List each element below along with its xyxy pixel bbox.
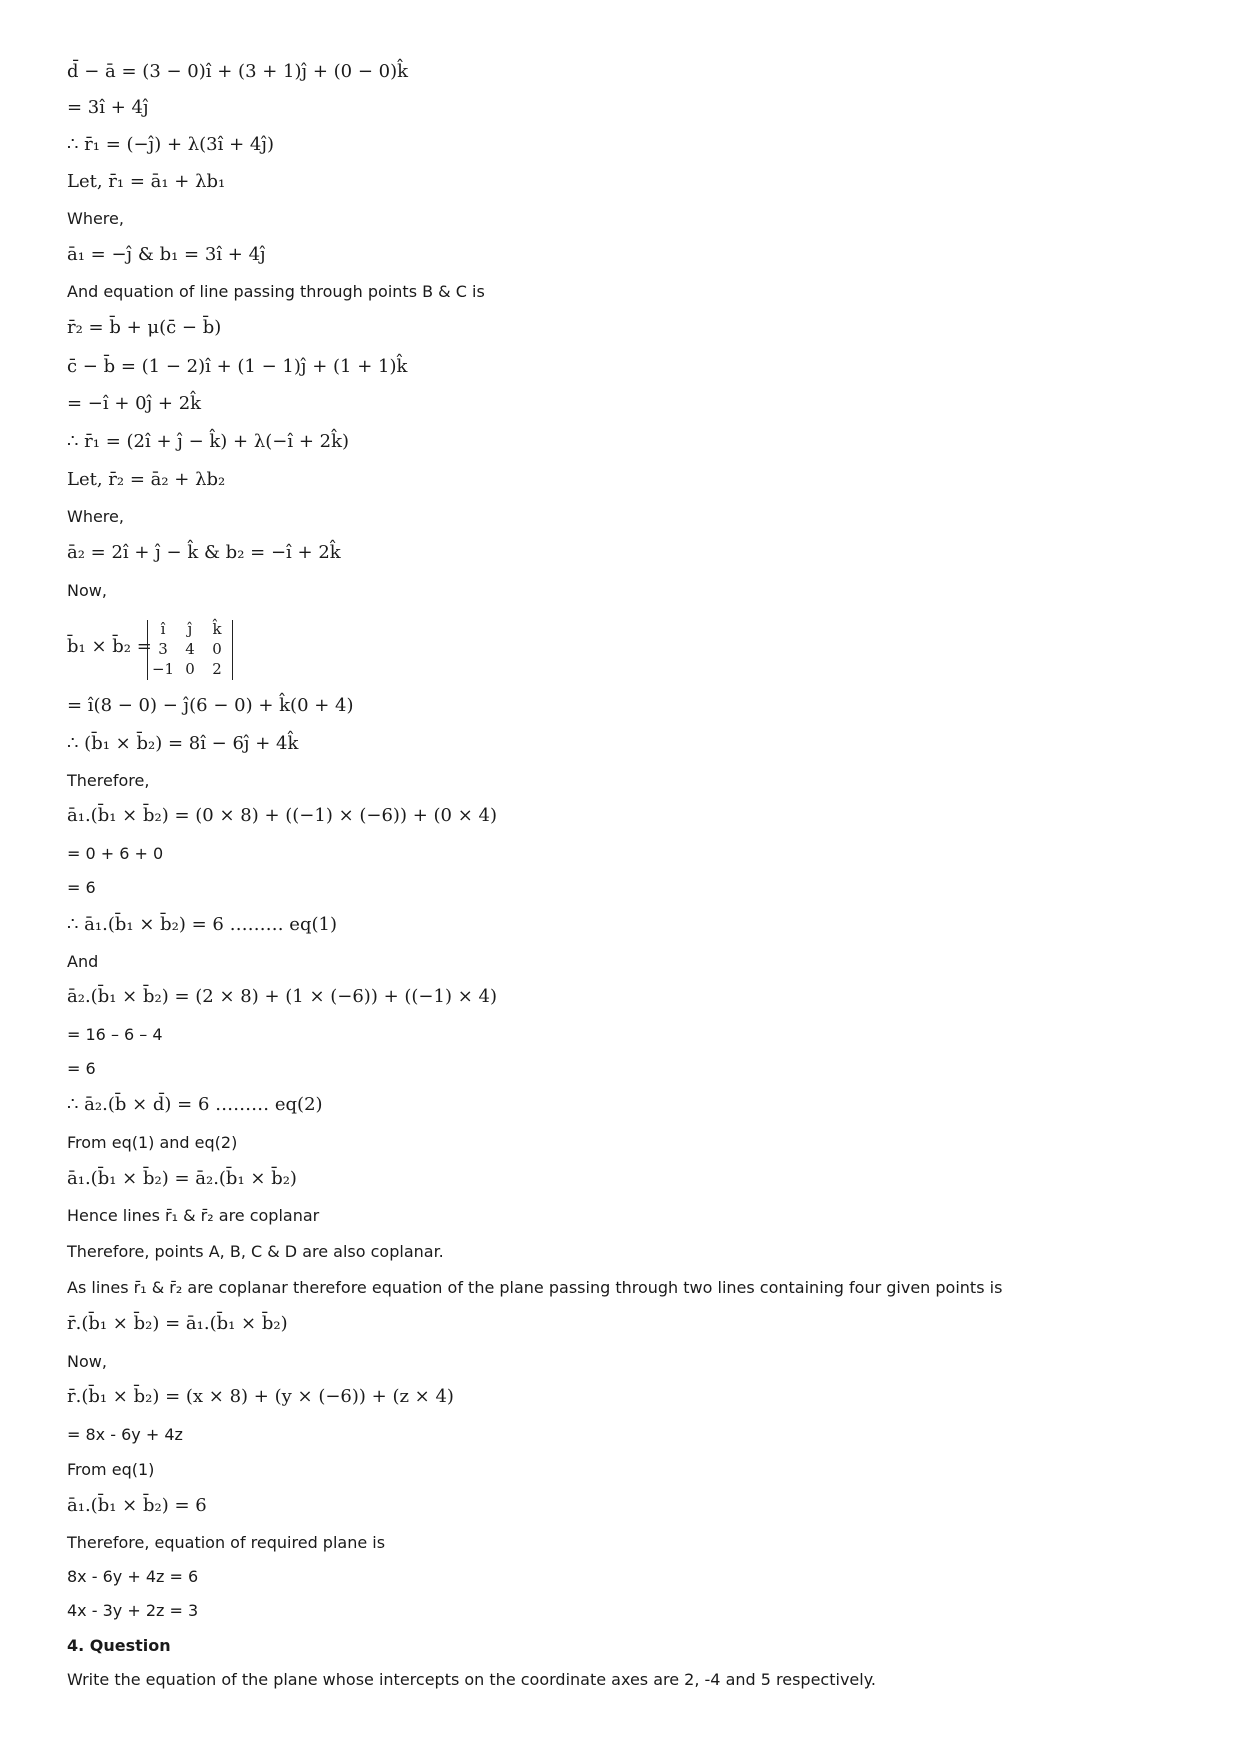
determinant-matrix [147,620,233,680]
text-line: Now, [67,581,107,600]
matrix-cell: 0 [185,660,195,678]
equation-line: ā₁.(b̄₁ × b̄₂) = ā₂.(b̄₁ × b̄₂) [67,1168,297,1189]
equation-line: Let, r̄₂ = ā₂ + λb₂ [67,469,226,490]
equation-line: ā₁ = −ĵ & b₁ = 3î + 4ĵ [67,244,266,265]
matrix-cell: î [160,620,166,638]
equation-line: ā₂.(b̄₁ × b̄₂) = (2 × 8) + (1 × (−6)) + ((−1) × 4) [67,986,497,1007]
matrix-cell: 2 [212,660,222,678]
equation-line: r̄₂ = b̄ + μ(c̄ − b̄) [67,317,222,338]
text-line: 8x - 6y + 4z = 6 [67,1567,199,1586]
equation-line: ∴ r̄₁ = (2î + ĵ − k̂) + λ(−î + 2k̂) [67,431,350,452]
matrix-cell: 4 [185,640,195,658]
equation-line: d̄ − ā = (3 − 0)î + (3 + 1)ĵ + (0 − 0)k̂ [67,61,409,82]
text-line: From eq(1) [67,1460,155,1479]
text-line: From eq(1) and eq(2) [67,1133,238,1152]
text-line: Therefore, equation of required plane is [67,1533,386,1552]
text-line: 4x - 3y + 2z = 3 [67,1601,199,1620]
equation-line: ∴ (b̄₁ × b̄₂) = 8î − 6ĵ + 4k̂ [67,733,299,754]
text-line: And equation of line passing through points B & C is [67,282,485,301]
equation-line: ā₁.(b̄₁ × b̄₂) = (0 × 8) + ((−1) × (−6)) + (0 × 4) [67,805,497,826]
equation-line: ∴ ā₂.(b̄ × d̄) = 6 ……… eq(2) [67,1094,323,1115]
text-line: = 6 [67,878,96,897]
question-text: Write the equation of the plane whose intercepts on the coordinate axes are 2, -4 and 5 respectively. [67,1670,876,1689]
text-line: And [67,952,99,971]
equation-line: ā₁.(b̄₁ × b̄₂) = 6 [67,1495,207,1516]
equation-line: = 3î + 4ĵ [67,97,149,118]
text-line: As lines r̄₁ & r̄₂ are coplanar therefore equation of the plane passing through two lines containing four given points is [67,1278,1003,1297]
determinant [67,620,267,682]
text-line: = 16 – 6 – 4 [67,1025,163,1044]
equation-line: ∴ r̄₁ = (−ĵ) + λ(3î + 4ĵ) [67,134,274,155]
determinant-label: b̄₁ × b̄₂ = [67,636,152,657]
text-line: = 8x - 6y + 4z [67,1425,183,1444]
equation-line: = −î + 0ĵ + 2k̂ [67,393,202,414]
text-line: Now, [67,1352,107,1371]
text-line: = 0 + 6 + 0 [67,844,164,863]
text-line: Where, [67,209,124,228]
equation-line: ā₂ = 2î + ĵ − k̂ & b₂ = −î + 2k̂ [67,542,341,563]
text-line: Where, [67,507,124,526]
equation-line: r̄.(b̄₁ × b̄₂) = ā₁.(b̄₁ × b̄₂) [67,1313,288,1334]
text-line: Hence lines r̄₁ & r̄₂ are coplanar [67,1206,320,1225]
matrix-cell: −1 [151,660,175,678]
equation-line: Let, r̄₁ = ā₁ + λb₁ [67,171,226,192]
equation-line: ∴ ā₁.(b̄₁ × b̄₂) = 6 ……… eq(1) [67,914,337,935]
matrix-cell: k̂ [212,620,222,638]
matrix-cell: 0 [212,640,222,658]
matrix-cell: 3 [158,640,168,658]
text-line: Therefore, [67,771,150,790]
text-line: = 6 [67,1059,96,1078]
equation-line: c̄ − b̄ = (1 − 2)î + (1 − 1)ĵ + (1 + 1)k̂ [67,356,408,377]
text-line: Therefore, points A, B, C & D are also coplanar. [67,1242,444,1261]
equation-line: r̄.(b̄₁ × b̄₂) = (x × 8) + (y × (−6)) + (z × 4) [67,1386,454,1407]
equation-line: = î(8 − 0) − ĵ(6 − 0) + k̂(0 + 4) [67,695,354,716]
matrix-cell: ĵ [187,620,193,638]
question-heading: 4. Question [67,1636,171,1655]
